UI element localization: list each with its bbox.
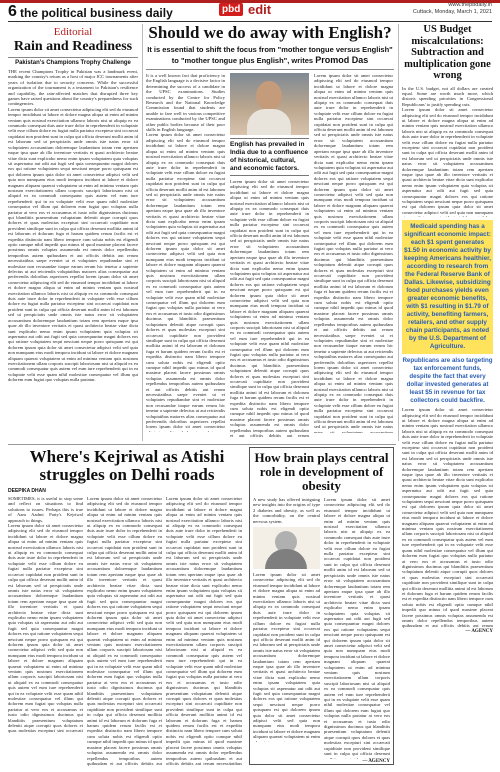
side-article-title: US Budget miscalculations: Subtraction and multiplication gone wrong xyxy=(404,24,491,81)
column-divider xyxy=(142,24,143,441)
side-article-credit: — AGENCY xyxy=(465,629,493,635)
side-article-body-b xyxy=(402,407,493,629)
editorial-subtitle: Pakistan's Champions Trophy Challenge xyxy=(15,60,131,66)
pbd-logo: pbd xyxy=(219,3,243,16)
main-col-1 xyxy=(146,73,225,441)
main-col-2-body xyxy=(230,179,309,439)
br-col-2-body xyxy=(324,497,390,759)
br-col-1-body xyxy=(253,572,320,742)
bottom-left-title: Where's Kejriwal as Atishi struggles on Delhi roads xyxy=(29,448,225,484)
bottom-left-columns xyxy=(8,496,246,766)
masthead-business: business xyxy=(90,6,143,20)
main-article-body-lead: It is a well known fact that proficiency in the English language is a decisive factor in determining the success of a candidate in the UPSC examinations. Studies conducted by the Centre for Policy Research and the National Knowledge Commission found that students are unable to fare well in various competitive examinations conducted by the UPSC and other public bodies because of their poor skills in English language. xyxy=(146,73,225,133)
bottom-left-body-lead: SOMETIMES, it is useful to stop some and reflect on situations to find solutions to issues. Perhaps this is true of Aam Aadmi Party's Kejriwal approach to things. xyxy=(8,496,83,523)
editorial-body xyxy=(8,107,138,441)
main-article-author: Promod Das xyxy=(315,55,369,65)
bottom-right-article xyxy=(249,447,394,765)
bottom-left-article xyxy=(8,448,246,768)
section-label: edit xyxy=(248,2,272,17)
bottom-right-credit: — AGENCY xyxy=(362,759,390,764)
masthead xyxy=(20,6,173,20)
bl-col-2-body xyxy=(87,496,162,766)
main-article xyxy=(146,24,394,441)
main-article-deck-wrap xyxy=(146,45,394,66)
main-col-3 xyxy=(314,73,393,441)
bl-col-3 xyxy=(166,496,242,766)
header-meta xyxy=(413,2,492,16)
main-col-1-body xyxy=(146,132,225,432)
side-highlight-text: Medicaid spending has a significant economic impact: each $1 spent generates $1.50 in economic activity by keeping Americans healthier, according to research from the Federal Reserve Bank of Dallas. Likewise, subsidizing food purchases yields even greater economic benefits, with $1 resulting in $1.79 of activity, benefiting farmers, retailers, and other supply chain participants, as noted by the U.S. Department of Agriculture. xyxy=(404,223,491,351)
column-divider xyxy=(398,24,399,441)
dateline: Cuttack, Monday, March 1, 2021 xyxy=(412,9,492,15)
bottom-right-columns xyxy=(250,493,393,764)
side-article-body-lead: In the U.S. budget, not all dollars are created equal. Some are worth much more, which distorts spending priorities in Congressional Republicans' to justify spending cuts. xyxy=(402,85,493,107)
side-highlight-2: Republicans are also targeting tax enforcement funds, despite the fact that every dollar invested generates at least $5 in revenue for tax collectors could backfire. xyxy=(402,357,493,405)
website-link[interactable]: www.thepbdaily.in xyxy=(448,2,492,8)
bl-col-2 xyxy=(87,496,162,766)
bl-col-1 xyxy=(8,496,83,766)
obesity-illustration xyxy=(253,527,320,569)
masthead-daily: daily xyxy=(145,6,173,20)
bottom-right-body-lead: A new study has offered intriguing new insights into the origins of type 2 diabetes and obesity, as well as the comorbidity, on the central nervous system. xyxy=(253,497,320,524)
editorial-title: Rain and Readiness xyxy=(13,39,133,54)
editorial-rule xyxy=(8,57,138,58)
figure-body-shape xyxy=(265,549,307,569)
author-shirt-shape xyxy=(247,109,291,135)
editorial-body-lead: THE recent Champions Trophy in Pakistan was a landmark event, marking the country's return as a host of major ICC tournaments after years of isolation due to security concerns. While the successful organization of the tournament is a testament to Pakistan's resilience and capability, the rain-affected matches that disrupted three key games have raised questions about the country's preparedness for such contingencies. xyxy=(8,69,138,107)
main-article-deck: It is essential to shift the focus from "mother tongue versus English" to "mother tongue plus English", writes xyxy=(147,45,393,65)
author-photo xyxy=(230,73,309,135)
bottom-left-author: DEEPIKA DHAN xyxy=(8,488,46,494)
main-deck-rule xyxy=(146,69,394,70)
bl-col-1-body xyxy=(8,523,83,733)
main-col-3-body xyxy=(314,73,393,433)
main-article-title: Should we do away with English? xyxy=(148,24,392,42)
masthead-political: political xyxy=(41,6,87,20)
main-article-columns xyxy=(146,73,394,441)
bl-col-3-body xyxy=(166,496,242,766)
author-face-shape xyxy=(256,81,282,111)
masthead-the: the xyxy=(20,6,38,20)
side-highlight-box xyxy=(402,220,493,354)
side-article xyxy=(402,24,493,769)
side-article-body-a xyxy=(402,107,493,217)
bottom-right-title: How brain plays central role in development of obesity xyxy=(254,450,389,493)
page-number: 6 xyxy=(8,3,17,20)
pull-quote: English has prevailed in India due to a confluence of historical, cultural, and economic factors. xyxy=(230,138,309,176)
editorial-column xyxy=(8,24,138,441)
section-divider xyxy=(8,444,396,445)
main-col-2 xyxy=(230,73,309,441)
br-col-2 xyxy=(324,497,390,764)
br-col-1 xyxy=(253,497,320,764)
editorial-kicker: Editorial xyxy=(53,26,93,38)
header-rule xyxy=(8,21,492,22)
